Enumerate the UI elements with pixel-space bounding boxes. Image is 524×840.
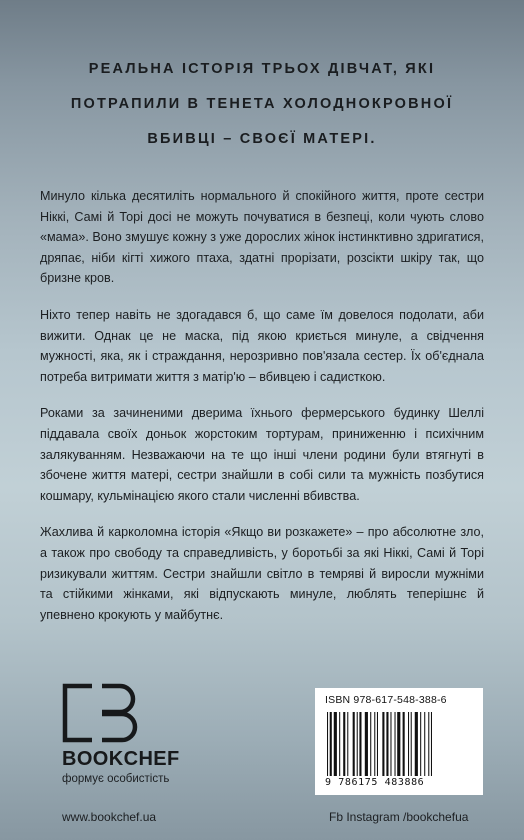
barcode-icon [325,712,473,776]
tagline-line-3: ВБИВЦІ – СВОЄЇ МАТЕРІ. [147,131,377,147]
publisher-name: BOOKCHEF [62,748,180,770]
tagline-line-1: РЕАЛЬНА ІСТОРІЯ ТРЬОХ ДІВЧАТ, ЯКІ [88,61,436,77]
barcode-digits: 9 786175 483886 [325,777,425,788]
blurb-paragraph-3: Роками за зачиненими дверима їхнього фермерського будинку Шеллі піддавала своїх доньок жорстоким тортурам, приниженню і психічним залякуванням. Незважаючи на те що інші члени родини були втягнуті в збочене життя матері, сестри знайшли в собі сили та мужність позбутися кошмару, кульмінацією якого стали численні вбивства. [40,406,484,503]
isbn-label: ISBN 978-617-548-388-6 [325,694,447,706]
bookchef-logo-icon [62,683,144,743]
blurb-paragraph-1: Минуло кілька десятиліть нормального й спокійного життя, проте сестри Ніккі, Самі й Торі досі не можуть почуватися в безпеці, коли чують слово «мама». Воно змушує кожну з уже дорослих жінок інстинктивно здригатися, дряпає, ніби кігті хижого птаха, здатні прорізати, розсікти шкіру так, що бризне кров. [40,189,484,286]
blurb-text [40,186,484,641]
tagline [40,52,484,157]
isbn-barcode-box [315,688,483,795]
blurb-paragraph-4: Жахлива й карколомна історія «Якщо ви розкажете» – про абсолютне зло, а також про свободу та справедливість, у боротьбі за які Ніккі, Самі й Торі ризикували життям. Сестри знайшли світло в темряві й виросли мужніми та стійкими жінками, які відпускають минуле, люблять теперішнє й упевнено крокують у майбутнє. [40,525,484,622]
publisher-logo [62,683,212,793]
publisher-slogan: формує особистість [62,773,170,785]
publisher-website: www.bookchef.ua [62,810,157,824]
tagline-line-2: ПОТРАПИЛИ В ТЕНЕТА ХОЛОДНОКРОВНОЇ [70,96,454,112]
blurb-paragraph-2: Ніхто тепер навіть не здогадався б, що саме їм довелося подолати, аби вижити. Однак це не маска, під якою криється минуле, а свідчення мужності, яка, як і страждання, нерозривно пов'язала сестер. Їх об'єднала потреба витримати життя з матір'ю – вбивцею і садисткою. [40,307,484,384]
publisher-social: Fb Instagram /bookchefua [329,810,469,824]
